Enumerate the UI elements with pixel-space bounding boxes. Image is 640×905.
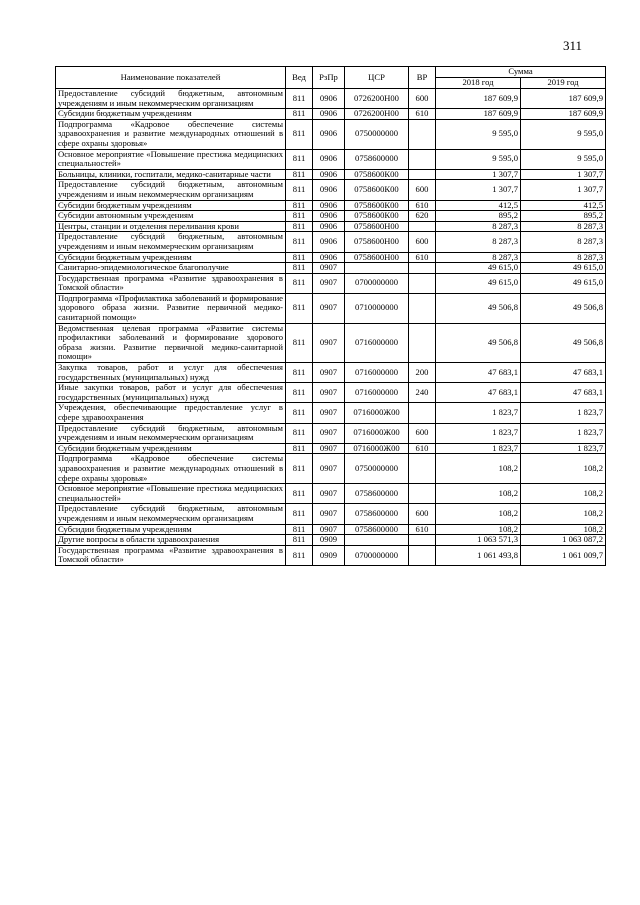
cell-vr: 240 <box>409 383 436 403</box>
cell-sum-2018: 187 609,9 <box>436 109 521 120</box>
table-row <box>56 443 606 454</box>
header-year-2019: 2019 год <box>521 78 606 89</box>
cell-name: Основное мероприятие «Повышение престижа медицинских специальностей» <box>56 484 286 504</box>
cell-name: Учреждения, обеспечивающие предоставление услуг в сфере здравоохранения <box>56 403 286 423</box>
cell-name: Подпрограмма «Кадровое обеспечение системы здравоохранения и развитие международных отношений в сфере охраны здоровья» <box>56 454 286 484</box>
cell-name: Санитарно-эпидемиологическое благополучие <box>56 263 286 274</box>
cell-csr: 0716000000 <box>345 323 409 362</box>
cell-sum-2018: 49 506,8 <box>436 293 521 323</box>
cell-sum-2019: 108,2 <box>521 454 606 484</box>
cell-rzpr: 0907 <box>313 504 345 524</box>
cell-csr: 0726200Н00 <box>345 89 409 109</box>
cell-name: Предоставление субсидий бюджетным, автономным учреждениям и иным некоммерческим организациям <box>56 423 286 443</box>
cell-csr: 0710000000 <box>345 293 409 323</box>
cell-name: Государственная программа «Развитие здравоохранения в Томской области» <box>56 545 286 565</box>
table-row <box>56 180 606 200</box>
cell-sum-2019: 1 307,7 <box>521 180 606 200</box>
cell-ved: 811 <box>286 89 313 109</box>
cell-vr <box>409 535 436 546</box>
cell-sum-2018: 108,2 <box>436 454 521 484</box>
header-name: Наименование показателей <box>56 67 286 89</box>
cell-name: Предоставление субсидий бюджетным, автономным учреждениям и иным некоммерческим организациям <box>56 504 286 524</box>
cell-vr <box>409 484 436 504</box>
cell-csr <box>345 535 409 546</box>
cell-ved: 811 <box>286 232 313 252</box>
cell-rzpr: 0907 <box>313 454 345 484</box>
cell-csr: 0758600К00 <box>345 180 409 200</box>
table-row <box>56 221 606 232</box>
cell-ved: 811 <box>286 423 313 443</box>
cell-vr <box>409 403 436 423</box>
cell-rzpr: 0906 <box>313 109 345 120</box>
cell-sum-2019: 108,2 <box>521 484 606 504</box>
cell-vr <box>409 221 436 232</box>
cell-csr: 0750000000 <box>345 454 409 484</box>
cell-vr <box>409 169 436 180</box>
cell-csr: 0716000000 <box>345 363 409 383</box>
cell-ved: 811 <box>286 180 313 200</box>
cell-ved: 811 <box>286 252 313 263</box>
cell-rzpr: 0909 <box>313 535 345 546</box>
header-rzpr: РзПр <box>313 67 345 89</box>
table-row <box>56 454 606 484</box>
table-body <box>56 89 606 566</box>
cell-rzpr: 0906 <box>313 221 345 232</box>
cell-csr <box>345 263 409 274</box>
cell-rzpr: 0907 <box>313 383 345 403</box>
cell-sum-2019: 412,5 <box>521 200 606 211</box>
cell-csr: 0758600000 <box>345 484 409 504</box>
cell-sum-2019: 8 287,3 <box>521 221 606 232</box>
table-row <box>56 109 606 120</box>
cell-csr: 0716000Ж00 <box>345 403 409 423</box>
cell-sum-2018: 1 823,7 <box>436 423 521 443</box>
cell-name: Субсидии автономным учреждениям <box>56 211 286 222</box>
table-row <box>56 211 606 222</box>
cell-name: Иные закупки товаров, работ и услуг для обеспечения государственных (муниципальных) нужд <box>56 383 286 403</box>
table-row <box>56 149 606 169</box>
cell-rzpr: 0906 <box>313 180 345 200</box>
table-row <box>56 119 606 149</box>
cell-rzpr: 0907 <box>313 323 345 362</box>
budget-table <box>55 66 606 566</box>
header-csr: ЦСР <box>345 67 409 89</box>
cell-sum-2018: 49 506,8 <box>436 323 521 362</box>
cell-name: Больницы, клиники, госпитали, медико-санитарные части <box>56 169 286 180</box>
cell-sum-2018: 1 063 571,3 <box>436 535 521 546</box>
cell-sum-2018: 9 595,0 <box>436 119 521 149</box>
cell-name: Закупка товаров, работ и услуг для обеспечения государственных (муниципальных) нужд <box>56 363 286 383</box>
cell-csr: 0700000000 <box>345 273 409 293</box>
table-row <box>56 383 606 403</box>
cell-sum-2019: 49 615,0 <box>521 273 606 293</box>
cell-name: Субсидии бюджетным учреждениям <box>56 443 286 454</box>
cell-rzpr: 0906 <box>313 149 345 169</box>
cell-sum-2018: 108,2 <box>436 484 521 504</box>
cell-ved: 811 <box>286 221 313 232</box>
table-row <box>56 200 606 211</box>
cell-sum-2018: 1 307,7 <box>436 169 521 180</box>
cell-vr <box>409 273 436 293</box>
cell-sum-2018: 1 823,7 <box>436 403 521 423</box>
cell-sum-2019: 187 609,9 <box>521 89 606 109</box>
cell-vr: 600 <box>409 423 436 443</box>
cell-vr <box>409 293 436 323</box>
cell-ved: 811 <box>286 403 313 423</box>
cell-csr: 0758600000 <box>345 504 409 524</box>
cell-vr: 610 <box>409 443 436 454</box>
table-row <box>56 524 606 535</box>
cell-csr: 0758600Н00 <box>345 232 409 252</box>
cell-vr <box>409 149 436 169</box>
cell-ved: 811 <box>286 545 313 565</box>
table-row <box>56 403 606 423</box>
cell-sum-2019: 49 615,0 <box>521 263 606 274</box>
cell-ved: 811 <box>286 293 313 323</box>
table-row <box>56 293 606 323</box>
cell-vr: 600 <box>409 232 436 252</box>
cell-sum-2018: 108,2 <box>436 504 521 524</box>
table-row <box>56 423 606 443</box>
cell-vr <box>409 454 436 484</box>
cell-rzpr: 0906 <box>313 169 345 180</box>
cell-vr: 600 <box>409 180 436 200</box>
cell-sum-2018: 8 287,3 <box>436 232 521 252</box>
cell-rzpr: 0906 <box>313 232 345 252</box>
cell-rzpr: 0907 <box>313 443 345 454</box>
cell-sum-2019: 47 683,1 <box>521 383 606 403</box>
cell-csr: 0758600Н00 <box>345 252 409 263</box>
cell-name: Ведомственная целевая программа «Развитие системы профилактики заболеваний и формирование здорового образа жизни. Развитие первичной медико-санитарной помощи» <box>56 323 286 362</box>
cell-sum-2019: 47 683,1 <box>521 363 606 383</box>
cell-rzpr: 0907 <box>313 403 345 423</box>
cell-csr: 0758600К00 <box>345 211 409 222</box>
cell-sum-2018: 1 823,7 <box>436 443 521 454</box>
cell-name: Государственная программа «Развитие здравоохранения в Томской области» <box>56 273 286 293</box>
cell-vr: 600 <box>409 89 436 109</box>
cell-ved: 811 <box>286 169 313 180</box>
cell-csr: 0750000000 <box>345 119 409 149</box>
cell-csr: 0758600К00 <box>345 169 409 180</box>
cell-ved: 811 <box>286 524 313 535</box>
cell-ved: 811 <box>286 263 313 274</box>
header-year-2018: 2018 год <box>436 78 521 89</box>
cell-rzpr: 0907 <box>313 363 345 383</box>
cell-ved: 811 <box>286 504 313 524</box>
cell-sum-2019: 187 609,9 <box>521 109 606 120</box>
cell-sum-2019: 108,2 <box>521 504 606 524</box>
cell-csr: 0716000Ж00 <box>345 423 409 443</box>
cell-rzpr: 0907 <box>313 263 345 274</box>
cell-vr: 600 <box>409 504 436 524</box>
cell-vr: 200 <box>409 363 436 383</box>
cell-sum-2018: 49 615,0 <box>436 273 521 293</box>
cell-sum-2019: 9 595,0 <box>521 119 606 149</box>
cell-sum-2019: 1 823,7 <box>521 443 606 454</box>
cell-ved: 811 <box>286 484 313 504</box>
cell-sum-2019: 1 823,7 <box>521 403 606 423</box>
table-row <box>56 252 606 263</box>
cell-name: Центры, станции и отделения переливания крови <box>56 221 286 232</box>
table-row <box>56 504 606 524</box>
cell-vr: 610 <box>409 200 436 211</box>
table-row <box>56 89 606 109</box>
cell-name: Субсидии бюджетным учреждениям <box>56 200 286 211</box>
table-row <box>56 169 606 180</box>
cell-name: Субсидии бюджетным учреждениям <box>56 524 286 535</box>
cell-ved: 811 <box>286 109 313 120</box>
cell-sum-2019: 1 823,7 <box>521 423 606 443</box>
table-row <box>56 545 606 565</box>
cell-sum-2019: 8 287,3 <box>521 252 606 263</box>
cell-vr <box>409 545 436 565</box>
cell-ved: 811 <box>286 211 313 222</box>
cell-vr <box>409 119 436 149</box>
cell-sum-2019: 1 063 087,2 <box>521 535 606 546</box>
table-row <box>56 232 606 252</box>
cell-ved: 811 <box>286 443 313 454</box>
cell-sum-2019: 1 061 009,7 <box>521 545 606 565</box>
cell-name: Субсидии бюджетным учреждениям <box>56 252 286 263</box>
cell-name: Предоставление субсидий бюджетным, автономным учреждениям и иным некоммерческим организациям <box>56 89 286 109</box>
cell-ved: 811 <box>286 323 313 362</box>
cell-rzpr: 0907 <box>313 273 345 293</box>
cell-ved: 811 <box>286 273 313 293</box>
cell-sum-2018: 108,2 <box>436 524 521 535</box>
cell-rzpr: 0906 <box>313 200 345 211</box>
cell-csr: 0716000000 <box>345 383 409 403</box>
table-row <box>56 263 606 274</box>
cell-csr: 0726200Н00 <box>345 109 409 120</box>
cell-sum-2019: 8 287,3 <box>521 232 606 252</box>
table-row <box>56 273 606 293</box>
cell-ved: 811 <box>286 383 313 403</box>
cell-vr <box>409 323 436 362</box>
cell-rzpr: 0906 <box>313 211 345 222</box>
cell-sum-2018: 8 287,3 <box>436 221 521 232</box>
table-row <box>56 535 606 546</box>
cell-name: Предоставление субсидий бюджетным, автономным учреждениям и иным некоммерческим организациям <box>56 180 286 200</box>
cell-sum-2019: 9 595,0 <box>521 149 606 169</box>
page-number: 311 <box>562 38 582 53</box>
table-row <box>56 363 606 383</box>
cell-sum-2018: 895,2 <box>436 211 521 222</box>
cell-vr: 610 <box>409 109 436 120</box>
cell-csr: 0758600Н00 <box>345 221 409 232</box>
cell-sum-2019: 895,2 <box>521 211 606 222</box>
cell-name: Предоставление субсидий бюджетным, автономным учреждениям и иным некоммерческим организациям <box>56 232 286 252</box>
cell-rzpr: 0906 <box>313 119 345 149</box>
cell-vr <box>409 263 436 274</box>
cell-vr: 620 <box>409 211 436 222</box>
cell-vr: 610 <box>409 252 436 263</box>
cell-ved: 811 <box>286 363 313 383</box>
cell-csr: 0758600К00 <box>345 200 409 211</box>
cell-name: Другие вопросы в области здравоохранения <box>56 535 286 546</box>
cell-sum-2018: 1 307,7 <box>436 180 521 200</box>
cell-rzpr: 0907 <box>313 524 345 535</box>
cell-name: Субсидии бюджетным учреждениям <box>56 109 286 120</box>
cell-name: Подпрограмма «Профилактика заболеваний и формирование здорового образа жизни. Развитие первичной медико-санитарной помощи» <box>56 293 286 323</box>
cell-sum-2018: 187 609,9 <box>436 89 521 109</box>
cell-rzpr: 0909 <box>313 545 345 565</box>
cell-sum-2019: 49 506,8 <box>521 293 606 323</box>
cell-sum-2018: 1 061 493,8 <box>436 545 521 565</box>
cell-csr: 0758600000 <box>345 524 409 535</box>
cell-sum-2018: 9 595,0 <box>436 149 521 169</box>
cell-sum-2019: 49 506,8 <box>521 323 606 362</box>
cell-ved: 811 <box>286 454 313 484</box>
cell-ved: 811 <box>286 535 313 546</box>
cell-ved: 811 <box>286 200 313 211</box>
header-vr: ВР <box>409 67 436 89</box>
cell-sum-2018: 412,5 <box>436 200 521 211</box>
cell-sum-2019: 108,2 <box>521 524 606 535</box>
cell-name: Подпрограмма «Кадровое обеспечение системы здравоохранения и развитие международных отношений в сфере охраны здоровья» <box>56 119 286 149</box>
cell-sum-2019: 1 307,7 <box>521 169 606 180</box>
header-sum: Сумма <box>436 67 606 78</box>
cell-ved: 811 <box>286 149 313 169</box>
cell-sum-2018: 8 287,3 <box>436 252 521 263</box>
table-row <box>56 484 606 504</box>
cell-csr: 0716000Ж00 <box>345 443 409 454</box>
cell-rzpr: 0906 <box>313 89 345 109</box>
cell-sum-2018: 47 683,1 <box>436 363 521 383</box>
cell-sum-2018: 47 683,1 <box>436 383 521 403</box>
cell-name: Основное мероприятие «Повышение престижа медицинских специальностей» <box>56 149 286 169</box>
cell-sum-2018: 49 615,0 <box>436 263 521 274</box>
cell-vr: 610 <box>409 524 436 535</box>
cell-rzpr: 0907 <box>313 484 345 504</box>
header-ved: Вед <box>286 67 313 89</box>
cell-rzpr: 0906 <box>313 252 345 263</box>
table-row <box>56 323 606 362</box>
cell-csr: 0758600000 <box>345 149 409 169</box>
cell-csr: 0700000000 <box>345 545 409 565</box>
cell-ved: 811 <box>286 119 313 149</box>
cell-rzpr: 0907 <box>313 293 345 323</box>
cell-rzpr: 0907 <box>313 423 345 443</box>
